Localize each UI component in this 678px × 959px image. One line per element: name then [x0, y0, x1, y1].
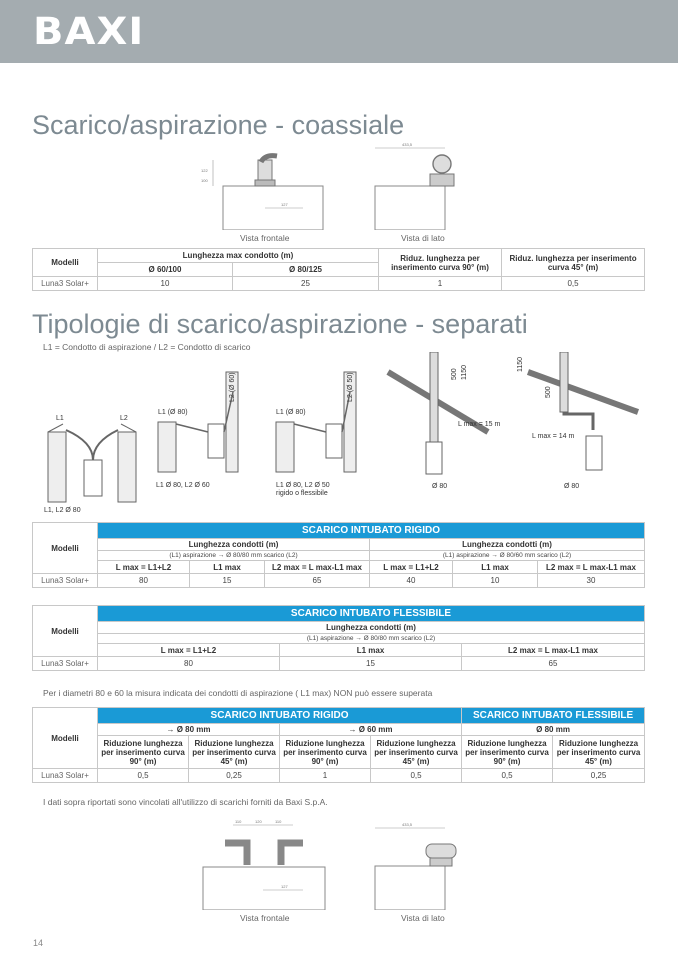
col-l2max: L2 max = L max-L1 max: [265, 561, 370, 574]
cell: 10: [453, 574, 538, 588]
separate-diagrams: [38, 352, 648, 517]
dim-100: 100: [201, 178, 208, 183]
table-row: [33, 277, 645, 291]
section-title-separate: Tipologie di scarico/aspirazione - separati: [32, 309, 528, 339]
caption-side-view: Vista di lato: [401, 233, 445, 243]
row-model: Luna3 Solar+: [33, 657, 98, 671]
cell: 10: [98, 277, 233, 291]
cell: 40: [370, 574, 453, 588]
cell: 0,25: [189, 769, 280, 783]
d5-lmax: L max = 14 m: [532, 433, 575, 440]
cell: 1: [379, 277, 502, 291]
col-l2max: L2 max = L max-L1 max: [462, 644, 645, 657]
dim-433: 433,5: [402, 822, 413, 827]
d4-h1: 500: [451, 368, 458, 380]
d4-caption: Ø 80: [432, 483, 448, 490]
legend-text: L1 = Condotto di aspirazione / L2 = Condotto di scarico: [43, 342, 251, 352]
col-models: Modelli: [33, 606, 98, 657]
dim-433: 433,5: [402, 142, 413, 147]
cell: 0,5: [98, 769, 189, 783]
cell: 30: [538, 574, 645, 588]
col-red45: Riduzione lunghezza per inserimento curva 45° (m): [371, 736, 462, 769]
section-title-coaxial: Scarico/aspirazione - coassiale: [32, 110, 405, 140]
d2-l1: L1 (Ø 80): [158, 409, 188, 416]
rigid-title: SCARICO INTUBATO RIGIDO: [98, 523, 645, 539]
baxi-logo: BAXI: [33, 10, 145, 53]
cell: 65: [462, 657, 645, 671]
table-row: [33, 657, 645, 671]
col-length: Lunghezza max condotto (m): [98, 249, 379, 263]
cell: 15: [280, 657, 462, 671]
cell: 0,5: [502, 277, 645, 291]
cell: 80: [98, 574, 190, 588]
d3-caption2: rigido o flessibile: [276, 490, 328, 497]
d4-lmax: L max = 15 m: [458, 421, 501, 428]
col-red45: Riduzione lunghezza per inserimento curva 45° (m): [189, 736, 280, 769]
cell: 15: [190, 574, 265, 588]
note-baxi: I dati sopra riportati sono vincolati all'utilizzo di scarichi forniti da Baxi S.p.A.: [43, 797, 328, 807]
separate-side-diagram: [370, 818, 470, 910]
dim-120: 120: [255, 819, 262, 824]
col-lmax: L max = L1+L2: [98, 561, 190, 574]
d2-caption: L1 Ø 80, L2 Ø 60: [156, 482, 210, 489]
flex-table: [32, 605, 645, 671]
rigid-table: [32, 522, 645, 588]
row-model: Luna3 Solar+: [33, 769, 98, 783]
caption-side-view: Vista di lato: [401, 913, 445, 923]
brand-header: [0, 0, 678, 63]
coaxial-side-diagram: [370, 138, 470, 230]
note-diameters: Per i diametri 80 e 60 la misura indicata dei condotti di aspirazione ( L1 max) NON può essere superata: [43, 688, 433, 698]
cell: 0,25: [553, 769, 645, 783]
dim-127: 127: [281, 202, 288, 207]
group-b-sub: (L1) aspirazione → Ø 80/60 mm scarico (L2): [370, 551, 645, 561]
col-reduction-90: Riduz. lunghezza per inserimento curva 90° (m): [379, 249, 502, 277]
col-l1max: L1 max: [453, 561, 538, 574]
d1-l1: L1: [56, 415, 64, 422]
col-red90: Riduzione lunghezza per inserimento curva 90° (m): [280, 736, 371, 769]
col-models: Modelli: [33, 708, 98, 769]
group-80: → Ø 80 mm: [98, 724, 280, 736]
row-model: Luna3 Solar+: [33, 277, 98, 291]
cell: 0,5: [462, 769, 553, 783]
red-title-flex: SCARICO INTUBATO FLESSIBILE: [462, 708, 645, 724]
cell: 80: [98, 657, 280, 671]
d2-l2: L2 (Ø 60): [229, 372, 236, 402]
table-row: [33, 574, 645, 588]
col-models: Modelli: [33, 249, 98, 277]
d3-l2: L2 (Ø 50): [347, 372, 354, 402]
dim-122: 122: [201, 168, 208, 173]
cell: 1: [280, 769, 371, 783]
col-red45: Riduzione lunghezza per inserimento curva 45° (m): [553, 736, 645, 769]
col-l1max: L1 max: [190, 561, 265, 574]
sub-80-125: Ø 80/125: [233, 263, 379, 277]
d5-h2: 500: [545, 386, 552, 398]
group-80-flex: Ø 80 mm: [462, 724, 645, 736]
d5-caption: Ø 80: [564, 483, 580, 490]
d3-caption1: L1 Ø 80, L2 Ø 50: [276, 482, 330, 489]
caption-front-view: Vista frontale: [240, 913, 290, 923]
d5-h1: 1150: [517, 356, 524, 372]
dim-127: 127: [281, 884, 288, 889]
caption-front-view: Vista frontale: [240, 233, 290, 243]
cell: 0,5: [371, 769, 462, 783]
col-red90: Riduzione lunghezza per inserimento curva 90° (m): [98, 736, 189, 769]
d3-l1: L1 (Ø 80): [276, 409, 306, 416]
group-60: → Ø 60 mm: [280, 724, 462, 736]
group-sub: (L1) aspirazione → Ø 80/80 mm scarico (L2): [98, 634, 645, 644]
d1-l2: L2: [120, 415, 128, 422]
d1-caption: L1, L2 Ø 80: [44, 507, 81, 514]
group: Lunghezza condotti (m): [98, 622, 645, 634]
coaxial-front-diagram: [195, 150, 335, 230]
col-reduction-45: Riduz. lunghezza per inserimento curva 45° (m): [502, 249, 645, 277]
table-row: [33, 769, 645, 783]
reduction-table: [32, 707, 645, 783]
page-number: 14: [33, 938, 44, 948]
col-lmax: L max = L1+L2: [370, 561, 453, 574]
d4-h2: 1150: [461, 364, 468, 380]
group-a: Lunghezza condotti (m): [98, 539, 370, 551]
col-l1max: L1 max: [280, 644, 462, 657]
col-lmax: L max = L1+L2: [98, 644, 280, 657]
group-a-sub: (L1) aspirazione → Ø 80/80 mm scarico (L2): [98, 551, 370, 561]
sub-60-100: Ø 60/100: [98, 263, 233, 277]
cell: 65: [265, 574, 370, 588]
dim-110-b: 110: [275, 819, 282, 824]
flex-title: SCARICO INTUBATO FLESSIBILE: [98, 606, 645, 622]
dim-110-a: 110: [235, 819, 242, 824]
red-title-rigid: SCARICO INTUBATO RIGIDO: [98, 708, 462, 724]
col-red90: Riduzione lunghezza per inserimento curva 90° (m): [462, 736, 553, 769]
coaxial-table: [32, 248, 645, 291]
col-models: Modelli: [33, 523, 98, 574]
col-l2max: L2 max = L max-L1 max: [538, 561, 645, 574]
cell: 25: [233, 277, 379, 291]
separate-front-diagram: [195, 815, 335, 910]
group-b: Lunghezza condotti (m): [370, 539, 645, 551]
row-model: Luna3 Solar+: [33, 574, 98, 588]
